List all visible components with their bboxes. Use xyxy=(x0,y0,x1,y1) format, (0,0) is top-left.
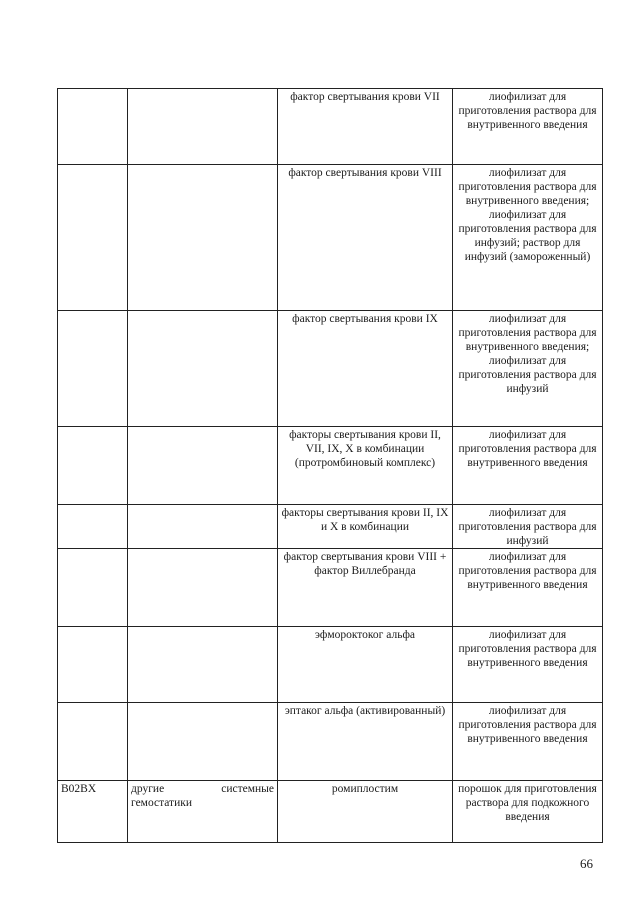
table-row xyxy=(58,703,603,781)
dosage-form-cell: лиофилизат для приготовления раствора для инфузий xyxy=(453,505,603,549)
group-cell xyxy=(128,627,278,703)
table-row xyxy=(58,427,603,505)
dosage-form-cell: лиофилизат для приготовления раствора для внутривенного введения xyxy=(453,89,603,165)
drug-name-cell: ромиплостим xyxy=(278,781,453,843)
atc-code-cell xyxy=(58,427,128,505)
group-name-text: другие системные гемостатики xyxy=(131,783,274,809)
atc-code-cell xyxy=(58,627,128,703)
drug-name-cell: фактор свертывания крови VIII + фактор Виллебранда xyxy=(278,549,453,627)
table-row xyxy=(58,165,603,311)
page-number: 66 xyxy=(580,856,593,871)
atc-code-cell xyxy=(58,703,128,781)
drug-name-cell: фактор свертывания крови IX xyxy=(278,311,453,427)
drug-name-cell: эфмороктоког альфа xyxy=(278,627,453,703)
atc-code-cell xyxy=(58,549,128,627)
dosage-form-cell: лиофилизат для приготовления раствора для внутривенного введения xyxy=(453,549,603,627)
group-cell xyxy=(128,311,278,427)
table-row xyxy=(58,781,603,843)
drug-name-cell: фактор свертывания крови VII xyxy=(278,89,453,165)
table-row xyxy=(58,311,603,427)
atc-code-cell xyxy=(58,311,128,427)
atc-code-cell xyxy=(58,505,128,549)
group-cell xyxy=(128,165,278,311)
group-cell xyxy=(128,549,278,627)
dosage-form-cell: лиофилизат для приготовления раствора для внутривенного введения; лиофилизат для приготовления раствора для инфузий; раствор для инфузий (замороженный) xyxy=(453,165,603,311)
table-row xyxy=(58,627,603,703)
group-cell xyxy=(128,505,278,549)
group-cell xyxy=(128,427,278,505)
table-row xyxy=(58,505,603,549)
drug-name-cell: фактор свертывания крови VIII xyxy=(278,165,453,311)
table-row xyxy=(58,89,603,165)
dosage-form-cell: порошок для приготовления раствора для подкожного введения xyxy=(453,781,603,843)
atc-code-cell: B02BX xyxy=(58,781,128,843)
group-cell xyxy=(128,781,278,843)
drug-name-cell: эптаког альфа (активированный) xyxy=(278,703,453,781)
atc-code-cell xyxy=(58,165,128,311)
group-cell xyxy=(128,89,278,165)
drug-name-cell: факторы свертывания крови II, VII, IX, X в комбинации (протромбиновый комплекс) xyxy=(278,427,453,505)
drug-list-table xyxy=(57,88,603,843)
dosage-form-cell: лиофилизат для приготовления раствора для внутривенного введения xyxy=(453,427,603,505)
atc-code-cell xyxy=(58,89,128,165)
drug-name-cell: факторы свертывания крови II, IX и X в комбинации xyxy=(278,505,453,549)
dosage-form-cell: лиофилизат для приготовления раствора для внутривенного введения; лиофилизат для приготовления раствора для инфузий xyxy=(453,311,603,427)
dosage-form-cell: лиофилизат для приготовления раствора для внутривенного введения xyxy=(453,627,603,703)
group-cell xyxy=(128,703,278,781)
dosage-form-cell: лиофилизат для приготовления раствора для внутривенного введения xyxy=(453,703,603,781)
table-row xyxy=(58,549,603,627)
